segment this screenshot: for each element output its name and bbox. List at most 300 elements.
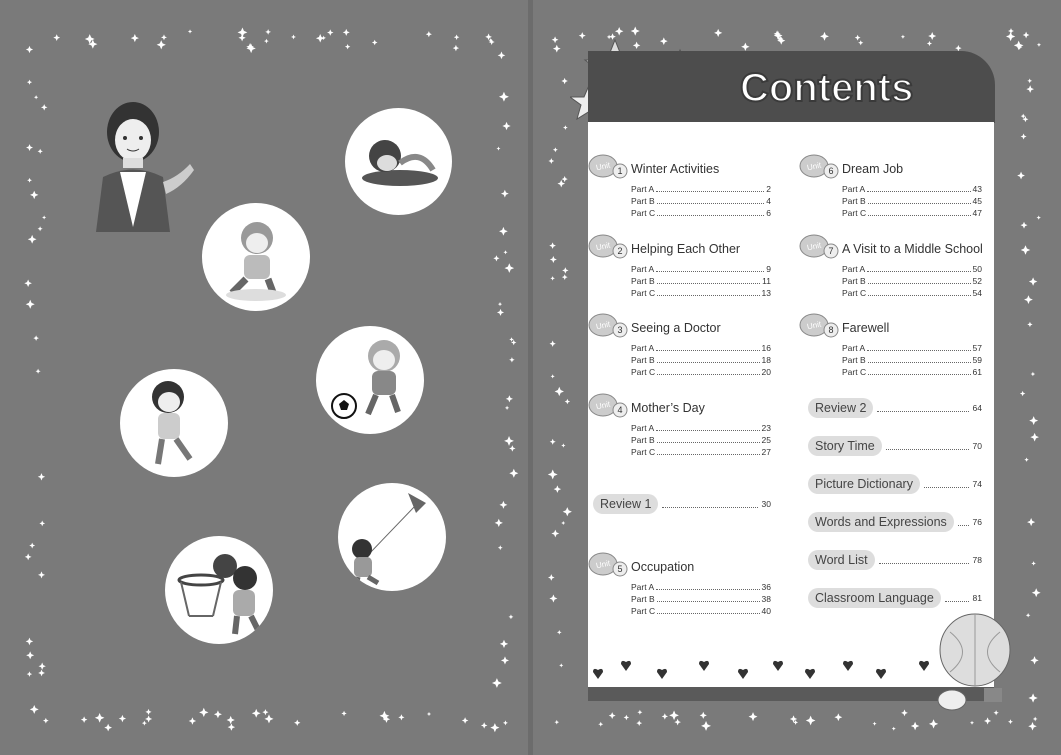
star-decoration xyxy=(29,543,35,549)
star-decoration xyxy=(142,721,147,726)
unit-number: 4 xyxy=(617,405,623,415)
unit-8-entry[interactable] xyxy=(799,313,999,383)
part-row[interactable] xyxy=(631,275,771,287)
star-decoration xyxy=(509,337,514,342)
part-page: 2 xyxy=(766,184,771,194)
star-decoration xyxy=(551,374,555,378)
unit-2-entry[interactable] xyxy=(588,234,788,304)
unit-badge-icon xyxy=(588,154,628,182)
heart-icon xyxy=(699,661,709,671)
part-label: Part B xyxy=(631,435,655,445)
heart-icon xyxy=(843,661,853,671)
star-decoration xyxy=(53,34,60,41)
star-decoration xyxy=(509,357,514,362)
unit-word: Unit xyxy=(806,160,823,173)
part-page: 40 xyxy=(761,606,771,616)
star-decoration xyxy=(26,651,34,659)
part-page: 38 xyxy=(761,594,771,604)
section-label: Story Time xyxy=(808,436,882,456)
star-decoration xyxy=(551,530,559,538)
star-decoration xyxy=(462,717,469,724)
kite-boy-circle xyxy=(338,483,446,591)
star-decoration xyxy=(1026,85,1034,93)
unit-parts xyxy=(631,183,771,219)
leader-dots xyxy=(657,366,759,375)
part-row[interactable] xyxy=(631,422,771,434)
star-decoration xyxy=(1028,722,1037,731)
part-row[interactable] xyxy=(631,593,771,605)
part-page: 27 xyxy=(761,447,771,457)
part-row[interactable] xyxy=(631,446,771,458)
star-decoration xyxy=(1027,78,1032,83)
star-decoration xyxy=(81,716,87,722)
star-decoration xyxy=(43,718,49,724)
star-decoration xyxy=(345,44,350,49)
star-decoration xyxy=(911,722,919,730)
leader-dots xyxy=(657,275,761,284)
star-decoration xyxy=(901,709,908,716)
star-decoration xyxy=(481,722,487,728)
star-decoration xyxy=(834,713,842,721)
part-label: Part C xyxy=(631,288,656,298)
part-row[interactable] xyxy=(842,207,982,219)
unit-number: 3 xyxy=(617,325,623,335)
leader-dots xyxy=(657,354,760,363)
star-decoration xyxy=(1008,28,1014,34)
leader-dots xyxy=(656,342,759,351)
part-page: 9 xyxy=(766,264,771,274)
swimming-girl-circle xyxy=(345,108,452,215)
heart-icon xyxy=(876,669,886,679)
star-decoration xyxy=(38,473,45,480)
star-decoration xyxy=(294,720,300,726)
section-entry[interactable] xyxy=(808,512,982,532)
part-row[interactable] xyxy=(631,287,771,299)
star-decoration xyxy=(552,36,559,43)
leader-dots xyxy=(657,605,759,614)
star-decoration xyxy=(1033,717,1038,722)
star-decoration xyxy=(509,614,514,619)
star-decoration xyxy=(563,507,572,516)
part-row[interactable] xyxy=(842,263,982,275)
star-decoration xyxy=(970,721,974,725)
part-page: 52 xyxy=(972,276,982,286)
star-decoration xyxy=(119,715,126,722)
part-label: Part A xyxy=(631,184,655,194)
part-row[interactable] xyxy=(631,354,771,366)
star-decoration xyxy=(496,147,500,151)
part-row[interactable] xyxy=(631,183,771,195)
unit-title: Seeing a Doctor xyxy=(631,321,721,335)
part-label: Part A xyxy=(631,343,655,353)
heart-icon xyxy=(773,661,783,671)
star-decoration xyxy=(636,720,642,726)
star-decoration xyxy=(24,279,32,287)
unit-number: 7 xyxy=(828,246,834,256)
leader-dots xyxy=(867,342,970,351)
part-row[interactable] xyxy=(842,287,982,299)
part-row[interactable] xyxy=(631,207,771,219)
star-decoration xyxy=(27,671,32,676)
heart-icon xyxy=(738,669,748,679)
section-entry[interactable] xyxy=(808,398,982,418)
part-row[interactable] xyxy=(842,366,982,378)
leader-dots xyxy=(657,434,760,443)
star-decoration xyxy=(563,125,568,130)
star-decoration xyxy=(1030,433,1039,442)
star-decoration xyxy=(749,712,758,721)
hearts-decoration xyxy=(588,655,933,685)
star-decoration xyxy=(1037,43,1041,47)
star-decoration xyxy=(669,710,679,720)
star-decoration xyxy=(264,714,273,723)
part-page: 50 xyxy=(972,264,982,274)
part-row[interactable] xyxy=(842,275,982,287)
leader-dots xyxy=(867,183,970,192)
star-decoration xyxy=(498,302,502,306)
unit-number: 6 xyxy=(828,166,834,176)
star-decoration xyxy=(227,716,235,724)
unit-7-entry[interactable] xyxy=(799,234,999,304)
star-decoration xyxy=(1021,222,1028,229)
section-page: 64 xyxy=(972,403,982,413)
star-decoration xyxy=(39,663,46,670)
unit-parts xyxy=(842,263,982,299)
page-title: Contents xyxy=(740,66,914,110)
star-decoration xyxy=(495,519,503,527)
star-decoration xyxy=(1006,32,1015,41)
star-decoration xyxy=(1032,588,1041,597)
unit-title: Mother’s Day xyxy=(631,401,705,415)
leader-dots xyxy=(662,501,757,508)
leader-dots xyxy=(657,207,764,216)
star-decoration xyxy=(553,45,561,53)
review-1-label: Review 1 xyxy=(593,494,658,514)
leader-dots xyxy=(945,595,969,602)
leader-dots xyxy=(868,207,970,216)
star-decoration xyxy=(453,45,459,51)
star-decoration xyxy=(505,263,515,273)
unit-badge-icon xyxy=(588,313,628,341)
leader-dots xyxy=(656,263,764,272)
basketball-circle xyxy=(165,536,273,644)
section-entry[interactable] xyxy=(808,436,982,456)
star-decoration xyxy=(984,717,991,724)
star-decoration xyxy=(1030,656,1038,664)
star-decoration xyxy=(674,719,681,726)
part-label: Part C xyxy=(631,606,656,616)
star-decoration xyxy=(262,709,268,715)
part-label: Part A xyxy=(842,264,866,274)
part-row[interactable] xyxy=(842,183,982,195)
star-decoration xyxy=(1027,322,1032,327)
unit-number: 5 xyxy=(617,564,623,574)
part-row[interactable] xyxy=(631,342,771,354)
star-decoration xyxy=(503,720,508,725)
star-decoration xyxy=(327,29,333,35)
section-label: Picture Dictionary xyxy=(808,474,920,494)
part-row[interactable] xyxy=(842,342,982,354)
star-decoration xyxy=(499,92,509,102)
part-page: 59 xyxy=(972,355,982,365)
star-decoration xyxy=(892,727,896,731)
star-decoration xyxy=(562,274,568,280)
star-decoration xyxy=(501,656,509,664)
star-decoration xyxy=(598,722,603,727)
star-decoration xyxy=(1028,693,1037,702)
unit-title: Farewell xyxy=(842,321,890,335)
star-decoration xyxy=(1023,32,1030,39)
part-page: 47 xyxy=(972,208,982,218)
section-entry[interactable] xyxy=(808,474,982,494)
star-decoration xyxy=(501,190,509,198)
part-label: Part A xyxy=(842,184,866,194)
part-label: Part C xyxy=(842,208,867,218)
star-decoration xyxy=(493,255,499,261)
star-decoration xyxy=(372,40,378,46)
star-decoration xyxy=(1008,719,1013,724)
unit-number: 2 xyxy=(617,246,623,256)
star-decoration xyxy=(1021,245,1031,255)
section-label: Words and Expressions xyxy=(808,512,954,532)
star-decoration xyxy=(499,227,508,236)
part-page: 57 xyxy=(972,343,982,353)
star-decoration xyxy=(549,594,557,602)
star-decoration xyxy=(131,34,139,42)
part-label: Part A xyxy=(631,582,655,592)
star-decoration xyxy=(36,369,41,374)
star-decoration xyxy=(858,40,863,45)
part-label: Part A xyxy=(842,343,866,353)
star-decoration xyxy=(1029,416,1038,425)
unit-parts xyxy=(842,183,982,219)
part-page: 4 xyxy=(766,196,771,206)
star-decoration xyxy=(555,387,564,396)
star-decoration xyxy=(38,149,43,154)
star-decoration xyxy=(550,439,556,445)
heart-icon xyxy=(919,661,929,671)
unit-badge-icon xyxy=(799,234,839,262)
unit-title: Dream Job xyxy=(842,162,904,176)
part-label: Part C xyxy=(631,208,656,218)
star-decoration xyxy=(550,276,554,280)
part-label: Part A xyxy=(631,264,655,274)
star-decoration xyxy=(550,256,557,263)
part-label: Part B xyxy=(842,355,866,365)
star-decoration xyxy=(1029,277,1037,285)
star-decoration xyxy=(1014,41,1024,51)
star-decoration xyxy=(188,29,192,33)
star-decoration xyxy=(548,574,555,581)
part-label: Part B xyxy=(631,276,655,286)
star-decoration xyxy=(549,242,556,249)
part-row[interactable] xyxy=(631,605,771,617)
section-page: 70 xyxy=(972,441,982,451)
section-page: 74 xyxy=(972,479,982,489)
star-decoration xyxy=(624,715,630,721)
heart-icon xyxy=(593,669,603,679)
star-decoration xyxy=(252,709,261,718)
part-row[interactable] xyxy=(631,366,771,378)
star-decoration xyxy=(30,191,38,199)
star-decoration xyxy=(561,521,565,525)
star-decoration xyxy=(26,300,35,309)
star-decoration xyxy=(928,32,936,40)
part-page: 23 xyxy=(761,423,771,433)
heart-icon xyxy=(621,661,631,671)
part-row[interactable] xyxy=(631,581,771,593)
star-decoration xyxy=(554,485,561,492)
unit-3-entry[interactable] xyxy=(588,313,788,383)
part-page: 45 xyxy=(972,196,982,206)
heart-icon xyxy=(657,669,667,679)
leader-dots xyxy=(879,557,969,564)
star-decoration xyxy=(662,713,668,719)
unit-badge-icon xyxy=(799,313,839,341)
star-decoration xyxy=(1027,518,1035,526)
part-label: Part C xyxy=(842,367,867,377)
star-decoration xyxy=(806,716,816,726)
leader-dots xyxy=(924,481,969,488)
teacher-illustration xyxy=(78,92,198,237)
leader-dots xyxy=(868,366,970,375)
star-decoration xyxy=(104,724,112,732)
star-decoration xyxy=(1031,372,1036,377)
unit-word: Unit xyxy=(595,558,612,571)
star-decoration xyxy=(557,180,565,188)
star-decoration xyxy=(553,147,558,152)
star-decoration xyxy=(341,711,346,716)
unit-word: Unit xyxy=(806,319,823,332)
star-decoration xyxy=(1031,561,1036,566)
star-decoration xyxy=(157,40,166,49)
star-decoration xyxy=(498,545,503,550)
star-decoration xyxy=(161,34,167,40)
part-page: 6 xyxy=(766,208,771,218)
part-row[interactable] xyxy=(631,195,771,207)
star-decoration xyxy=(1026,613,1031,618)
star-decoration xyxy=(39,521,45,527)
leader-dots xyxy=(656,422,759,431)
unit-1-entry[interactable] xyxy=(588,154,788,224)
section-page: 78 xyxy=(972,555,982,565)
unit-title: A Visit to a Middle School xyxy=(842,242,983,256)
star-decoration xyxy=(321,36,326,41)
unit-4-entry[interactable] xyxy=(588,393,788,463)
star-decoration xyxy=(265,29,271,35)
leader-dots xyxy=(958,519,969,526)
leader-dots xyxy=(657,287,759,296)
star-decoration xyxy=(1037,215,1041,219)
star-decoration xyxy=(503,250,507,254)
review-1-entry[interactable] xyxy=(593,494,771,514)
star-decoration xyxy=(499,501,507,509)
star-decoration xyxy=(25,553,32,560)
part-label: Part C xyxy=(631,447,656,457)
star-decoration xyxy=(562,267,568,273)
leader-dots xyxy=(656,581,759,590)
part-row[interactable] xyxy=(842,354,982,366)
section-label: Word List xyxy=(808,550,875,570)
star-decoration xyxy=(509,469,518,478)
star-decoration xyxy=(42,215,46,219)
star-decoration xyxy=(145,709,151,715)
part-page: 61 xyxy=(972,367,982,377)
star-decoration xyxy=(238,27,248,37)
star-decoration xyxy=(901,35,905,39)
part-row[interactable] xyxy=(842,195,982,207)
star-decoration xyxy=(509,445,515,451)
unit-parts xyxy=(631,342,771,378)
unit-title: Helping Each Other xyxy=(631,242,741,256)
star-decoration xyxy=(1017,172,1025,180)
part-label: Part B xyxy=(631,594,655,604)
unit-word: Unit xyxy=(806,240,823,253)
unit-badge-icon xyxy=(588,393,628,421)
unit-6-entry[interactable] xyxy=(799,154,999,224)
star-decoration xyxy=(246,44,255,53)
section-entry[interactable] xyxy=(808,550,982,570)
star-decoration xyxy=(454,34,459,39)
section-label: Classroom Language xyxy=(808,588,941,608)
unit-badge-icon xyxy=(799,154,839,182)
hot-air-balloon-decoration xyxy=(930,612,1015,717)
heart-icon xyxy=(805,669,815,679)
part-label: Part C xyxy=(631,367,656,377)
section-entry[interactable] xyxy=(808,588,982,608)
star-decoration xyxy=(820,32,829,41)
star-decoration xyxy=(700,712,707,719)
star-decoration xyxy=(506,395,513,402)
star-decoration xyxy=(548,158,554,164)
part-label: Part B xyxy=(842,276,866,286)
leader-dots xyxy=(657,446,759,455)
star-decoration xyxy=(561,78,567,84)
leader-dots xyxy=(657,195,765,204)
unit-title: Winter Activities xyxy=(631,162,720,176)
star-decoration xyxy=(554,720,559,725)
unit-number: 8 xyxy=(828,325,834,335)
star-decoration xyxy=(38,226,43,231)
star-decoration xyxy=(502,122,510,130)
part-page: 13 xyxy=(761,288,771,298)
leader-dots xyxy=(886,443,969,450)
star-decoration xyxy=(701,721,711,731)
leader-dots xyxy=(868,195,971,204)
star-decoration xyxy=(26,638,34,646)
unit-title: Occupation xyxy=(631,560,695,574)
star-decoration xyxy=(548,470,558,480)
part-row[interactable] xyxy=(631,263,771,275)
part-page: 16 xyxy=(761,343,771,353)
star-decoration xyxy=(557,630,562,635)
leader-dots xyxy=(867,263,970,272)
unit-parts xyxy=(631,422,771,458)
unit-word: Unit xyxy=(595,160,612,173)
star-decoration xyxy=(41,104,47,110)
star-decoration xyxy=(559,663,563,667)
unit-5-entry[interactable] xyxy=(588,552,788,622)
leader-dots xyxy=(868,354,971,363)
part-row[interactable] xyxy=(631,434,771,446)
star-decoration xyxy=(27,178,32,183)
star-decoration xyxy=(427,712,431,716)
star-decoration xyxy=(498,52,506,60)
star-decoration xyxy=(228,723,235,730)
star-decoration xyxy=(1024,295,1033,304)
section-page: 76 xyxy=(972,517,982,527)
part-page: 43 xyxy=(972,184,982,194)
